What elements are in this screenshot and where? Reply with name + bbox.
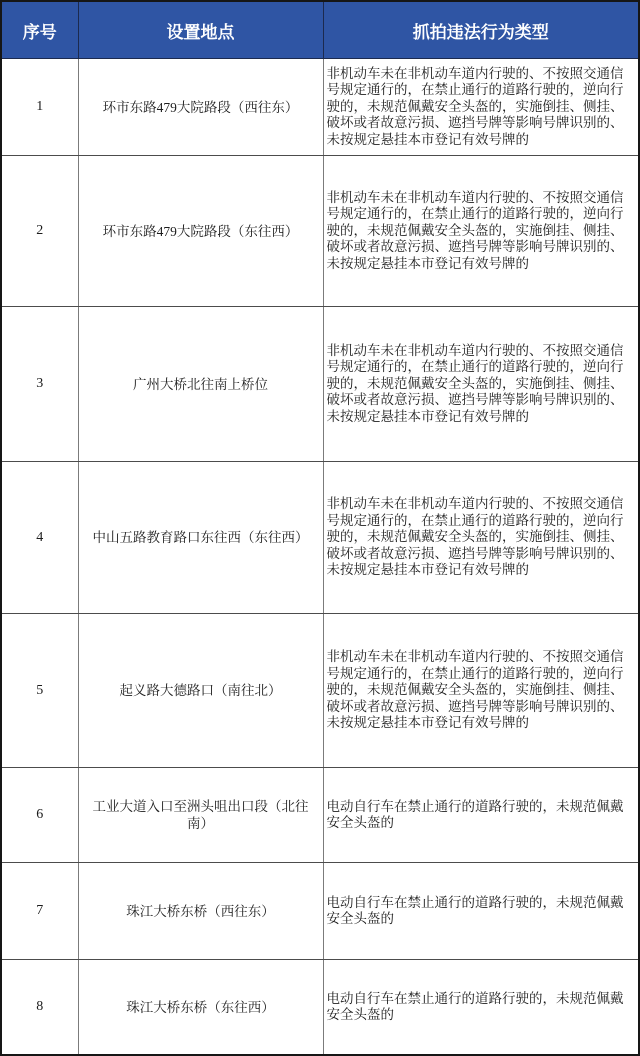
row-number-cell: 8 — [1, 960, 78, 1056]
location-cell: 广州大桥北往南上桥位 — [78, 307, 323, 462]
row-number-cell: 1 — [1, 59, 78, 156]
violation-cell: 非机动车未在非机动车道内行驶的、不按照交通信号规定通行的，在禁止通行的道路行驶的，逆向行驶的，未规范佩戴安全头盔的，实施倒挂、侧挂、破坏或者故意污损、遮挡号牌等影响号牌识别的、未按规定悬挂本市登记有效号牌的 — [323, 59, 639, 156]
location-cell: 环市东路479大院路段（西往东） — [78, 59, 323, 156]
location-cell: 珠江大桥东桥（东往西） — [78, 960, 323, 1056]
violation-cell: 电动自行车在禁止通行的道路行驶的，未规范佩戴安全头盔的 — [323, 863, 639, 960]
table-row — [1, 156, 639, 307]
location-cell: 中山五路教育路口东往西（东往西） — [78, 462, 323, 614]
row-number-cell: 6 — [1, 768, 78, 863]
location-cell: 环市东路479大院路段（东往西） — [78, 156, 323, 307]
table-row — [1, 307, 639, 462]
table-row — [1, 960, 639, 1056]
violation-cell: 电动自行车在禁止通行的道路行驶的，未规范佩戴安全头盔的 — [323, 960, 639, 1056]
table-row — [1, 59, 639, 156]
table-row — [1, 614, 639, 768]
row-number-cell: 4 — [1, 462, 78, 614]
row-number-cell: 2 — [1, 156, 78, 307]
location-cell: 珠江大桥东桥（西往东） — [78, 863, 323, 960]
table-header — [1, 1, 639, 59]
header-serial-number: 序号 — [1, 1, 78, 59]
location-cell: 工业大道入口至洲头咀出口段（北往南） — [78, 768, 323, 863]
violation-cell: 非机动车未在非机动车道内行驶的、不按照交通信号规定通行的，在禁止通行的道路行驶的，逆向行驶的，未规范佩戴安全头盔的，实施倒挂、侧挂、破坏或者故意污损、遮挡号牌等影响号牌识别的、未按规定悬挂本市登记有效号牌的 — [323, 307, 639, 462]
row-number-cell: 5 — [1, 614, 78, 768]
table-row — [1, 768, 639, 863]
violation-cell: 非机动车未在非机动车道内行驶的、不按照交通信号规定通行的，在禁止通行的道路行驶的，逆向行驶的，未规范佩戴安全头盔的，实施倒挂、侧挂、破坏或者故意污损、遮挡号牌等影响号牌识别的、未按规定悬挂本市登记有效号牌的 — [323, 156, 639, 307]
header-violation-type: 抓拍违法行为类型 — [323, 1, 639, 59]
table-row — [1, 462, 639, 614]
header-location: 设置地点 — [78, 1, 323, 59]
violation-cell: 非机动车未在非机动车道内行驶的、不按照交通信号规定通行的，在禁止通行的道路行驶的，逆向行驶的，未规范佩戴安全头盔的，实施倒挂、侧挂、破坏或者故意污损、遮挡号牌等影响号牌识别的、未按规定悬挂本市登记有效号牌的 — [323, 614, 639, 768]
location-cell: 起义路大德路口（南往北） — [78, 614, 323, 768]
header-row — [1, 1, 639, 59]
row-number-cell: 3 — [1, 307, 78, 462]
row-number-cell: 7 — [1, 863, 78, 960]
violation-cell: 电动自行车在禁止通行的道路行驶的，未规范佩戴安全头盔的 — [323, 768, 639, 863]
table-body — [1, 59, 639, 1056]
table-row — [1, 863, 639, 960]
violation-cell: 非机动车未在非机动车道内行驶的、不按照交通信号规定通行的，在禁止通行的道路行驶的，逆向行驶的，未规范佩戴安全头盔的，实施倒挂、侧挂、破坏或者故意污损、遮挡号牌等影响号牌识别的、未按规定悬挂本市登记有效号牌的 — [323, 462, 639, 614]
